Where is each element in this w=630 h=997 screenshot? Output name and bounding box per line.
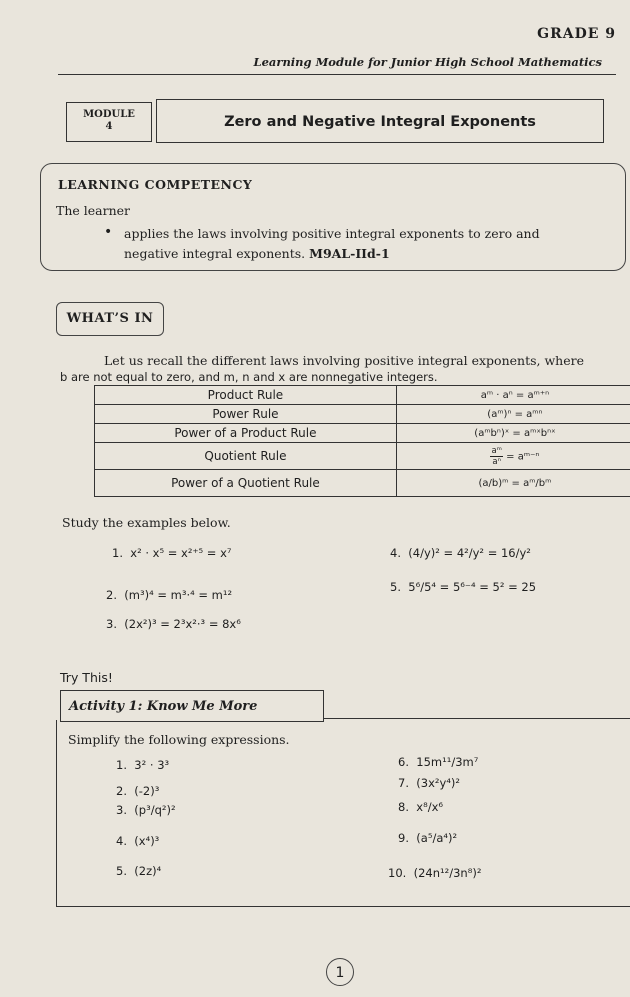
law-name: Power of a Quotient Rule <box>95 470 397 497</box>
law-formula: (a/b)ᵐ = aᵐ/bᵐ <box>396 470 630 497</box>
law-formula: $\frac{\text{aᵐ}}{\text{aⁿ}}$ = aᵐ⁻ⁿ <box>396 443 630 470</box>
exercise-item: 1. 3² · 3³ <box>116 758 170 772</box>
competency-text <box>124 224 594 264</box>
exercise-item: 6. 15m¹¹/3m⁷ <box>398 755 479 769</box>
module-title: Zero and Negative Integral Exponents <box>156 99 604 143</box>
exercise-item: 8. x⁸/x⁶ <box>398 800 444 814</box>
exercise-item: 9. (a⁵/a⁴)² <box>398 831 458 845</box>
example-item: 1. x² · x⁵ = x²⁺⁵ = x⁷ <box>112 546 232 560</box>
exercise-item: 10. (24n¹²/3n⁸)² <box>388 866 482 880</box>
recall-text-line2: b are not equal to zero, and m, n and x are nonnegative integers. <box>60 370 438 384</box>
competency-intro: The learner <box>56 203 131 218</box>
activity-instruction: Simplify the following expressions. <box>68 732 290 747</box>
module-label: MODULE <box>83 109 135 120</box>
example-item: 2. (m³)⁴ = m³·⁴ = m¹² <box>106 588 233 602</box>
module-number-box <box>66 102 152 142</box>
law-formula: aᵐ · aⁿ = aᵐ⁺ⁿ <box>396 386 630 405</box>
examples-heading: Study the examples below. <box>62 515 231 530</box>
table-row <box>95 443 630 470</box>
law-formula: (aᵐ)ⁿ = aᵐⁿ <box>396 405 630 424</box>
exercise-item: 5. (2z)⁴ <box>116 864 162 878</box>
competency-code: M9AL-IId-1 <box>309 246 390 261</box>
law-name: Power of a Product Rule <box>95 424 397 443</box>
exercise-item: 3. (p³/q²)² <box>116 803 176 817</box>
example-item: 3. (2x²)³ = 2³x²·³ = 8x⁶ <box>106 617 241 631</box>
activity-title: Activity 1: Know Me More <box>60 690 324 722</box>
activity-divider <box>324 718 630 719</box>
bullet-icon: • <box>104 224 113 240</box>
table-row <box>95 424 630 443</box>
module-series-title: Learning Module for Junior High School Mathematics <box>253 55 602 69</box>
exercise-item: 7. (3x²y⁴)² <box>398 776 461 790</box>
try-this-label: Try This! <box>60 670 113 685</box>
table-row <box>95 386 630 405</box>
law-formula: (aᵐbⁿ)ˣ = aᵐˣbⁿˣ <box>396 424 630 443</box>
whats-in-heading: WHAT’S IN <box>56 302 164 336</box>
page-number: 1 <box>326 958 354 986</box>
quotient-fraction: $\frac{\text{aᵐ}}{\text{aⁿ}}$ <box>491 445 502 467</box>
law-name: Product Rule <box>95 386 397 405</box>
grade-label: GRADE 9 <box>537 26 616 42</box>
header-divider <box>58 74 616 75</box>
exponent-laws-table <box>94 385 630 497</box>
table-row <box>95 405 630 424</box>
example-item: 5. 5⁶/5⁴ = 5⁶⁻⁴ = 5² = 25 <box>390 580 537 594</box>
recall-text-line1: Let us recall the different laws involving positive integral exponents, where <box>104 353 584 368</box>
exercise-item: 2. (-2)³ <box>116 784 160 798</box>
law-name: Quotient Rule <box>95 443 397 470</box>
exercise-item: 4. (x⁴)³ <box>116 834 160 848</box>
example-item: 4. (4/y)² = 4²/y² = 16/y² <box>390 546 531 560</box>
competency-body: applies the laws involving positive integral exponents to zero and negative integral exponents. <box>124 226 540 261</box>
module-number: 4 <box>105 121 113 132</box>
competency-heading: LEARNING COMPETENCY <box>58 177 253 192</box>
law-name: Power Rule <box>95 405 397 424</box>
table-row <box>95 470 630 497</box>
